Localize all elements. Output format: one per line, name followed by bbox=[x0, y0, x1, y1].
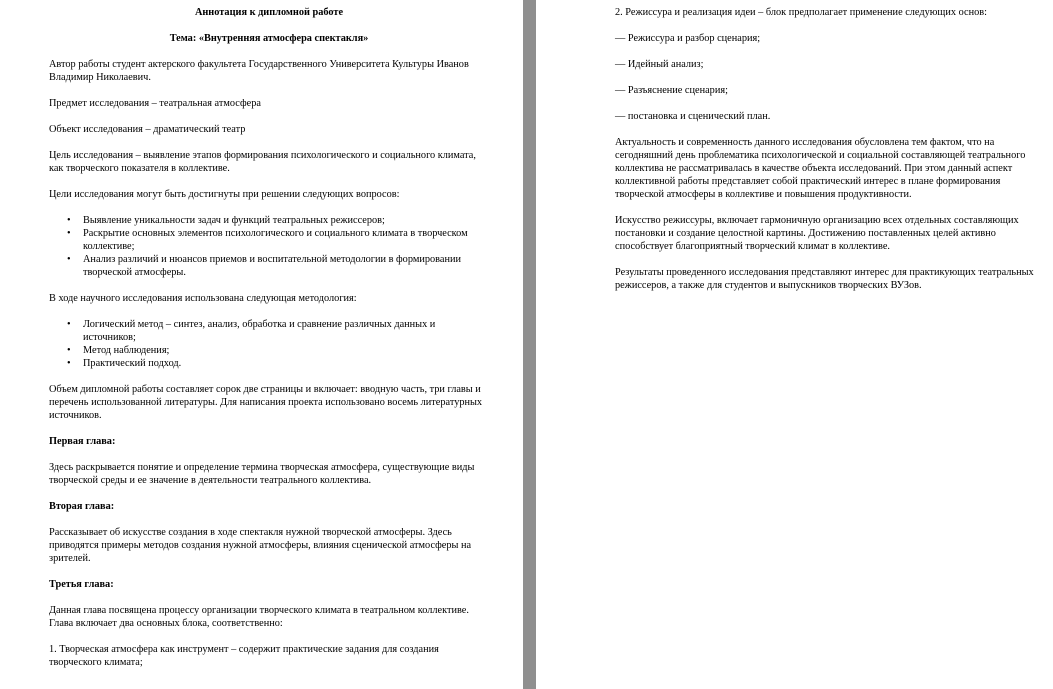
page-gap bbox=[523, 0, 536, 689]
methods-list bbox=[49, 318, 489, 370]
chapter-2-text: Рассказывает об искусстве создания в ходе спектакля нужной творческой атмосферы. Здесь приводятся примеры методов создания нужной атмосферы, влияния сценической атмосферы на зрителей. bbox=[49, 527, 472, 564]
goals-intro-paragraph: Цели исследования могут быть достигнуты при решении следующих вопросов: bbox=[49, 189, 400, 200]
block-2-item: — Идейный анализ; bbox=[615, 59, 704, 70]
document-page-left bbox=[0, 0, 523, 689]
page-left-content bbox=[49, 6, 489, 682]
topic-heading: Тема: «Внутренняя атмосфера спектакля» bbox=[169, 33, 369, 44]
block-2-item: — постановка и сценический план. bbox=[615, 111, 771, 122]
chapter-1-heading: Первая глава: bbox=[49, 436, 116, 447]
block-2-item: — Разъяснение сценария; bbox=[615, 85, 728, 96]
aim-paragraph: Цель исследования – выявление этапов формирования психологического и социального климата, как творческого показателя в коллективе. bbox=[49, 150, 476, 174]
block-1-paragraph: 1. Творческая атмосфера как инструмент – содержит практические задания для создания творческого климата; bbox=[49, 644, 439, 668]
page-right-content bbox=[615, 6, 1045, 305]
subject-paragraph: Предмет исследования – театральная атмосфера bbox=[49, 98, 261, 109]
methodology-intro-paragraph: В ходе научного исследования использована следующая методология: bbox=[49, 293, 357, 304]
relevance-paragraph: Актуальность и современность данного исследования обусловлена тем фактом, что на сегодняшний день проблематика психологической и социальной составляющей театрального коллектива не рассматривалась в качестве объекта исследований. При этом данный аспект коллективной работы представляет собой практический интерес в плане формирования творческой атмосферы в коллективе и повышения продуктивности. bbox=[615, 137, 1026, 200]
block-2-item: — Режиссура и разбор сценария; bbox=[615, 33, 761, 44]
methods-list-item: • Практический подход. bbox=[83, 357, 489, 370]
chapter-2-heading: Вторая глава: bbox=[49, 501, 115, 512]
methods-list-item: • Логический метод – синтез, анализ, обработка и сравнение различных данных и источников; bbox=[83, 318, 489, 344]
goals-list bbox=[49, 214, 489, 279]
object-paragraph: Объект исследования – драматический театр bbox=[49, 124, 246, 135]
annotation-title: Аннотация к дипломной работе bbox=[194, 7, 344, 18]
methods-list-item: • Метод наблюдения; bbox=[83, 344, 489, 357]
author-paragraph: Автор работы студент актерского факультета Государственного Университета Культуры Иванов Владимир Николаевич. bbox=[49, 59, 469, 83]
document-page-right bbox=[536, 0, 1053, 689]
volume-paragraph: Объем дипломной работы составляет сорок две страницы и включает: вводную часть, три главы и перечень использованной литературы. Для написания проекта использовано восемь литературных источников. bbox=[49, 384, 483, 421]
directing-art-paragraph: Искусство режиссуры, включает гармоничную организацию всех отдельных составляющих постановки и создание целостной картины. Достижению поставленных целей активно способствует благоприятный творческий климат в коллективе. bbox=[615, 215, 1019, 252]
goals-list-item: • Раскрытие основных элементов психологического и социального климата в творческом коллективе; bbox=[83, 227, 489, 253]
chapter-3-heading: Третья глава: bbox=[49, 579, 114, 590]
chapter-3-text: Данная глава посвящена процессу организации творческого климата в театральном коллективе. Глава включает два основных блока, соответственно: bbox=[49, 605, 469, 629]
goals-list-item: • Анализ различий и нюансов приемов и воспитательной методологии в формировании творческой атмосферы. bbox=[83, 253, 489, 279]
chapter-1-text: Здесь раскрывается понятие и определение термина творческая атмосфера, существующие виды творческой среды и ее значение в деятельности театрального коллектива. bbox=[49, 462, 475, 486]
goals-list-item: • Выявление уникальности задач и функций театральных режиссеров; bbox=[83, 214, 489, 227]
results-paragraph: Результаты проведенного исследования представляют интерес для практикующих театральных режиссеров, а также для студентов и выпускников творческих ВУЗов. bbox=[615, 267, 1034, 291]
block-2-paragraph: 2. Режиссура и реализация идеи – блок предполагает применение следующих основ: bbox=[615, 7, 987, 18]
